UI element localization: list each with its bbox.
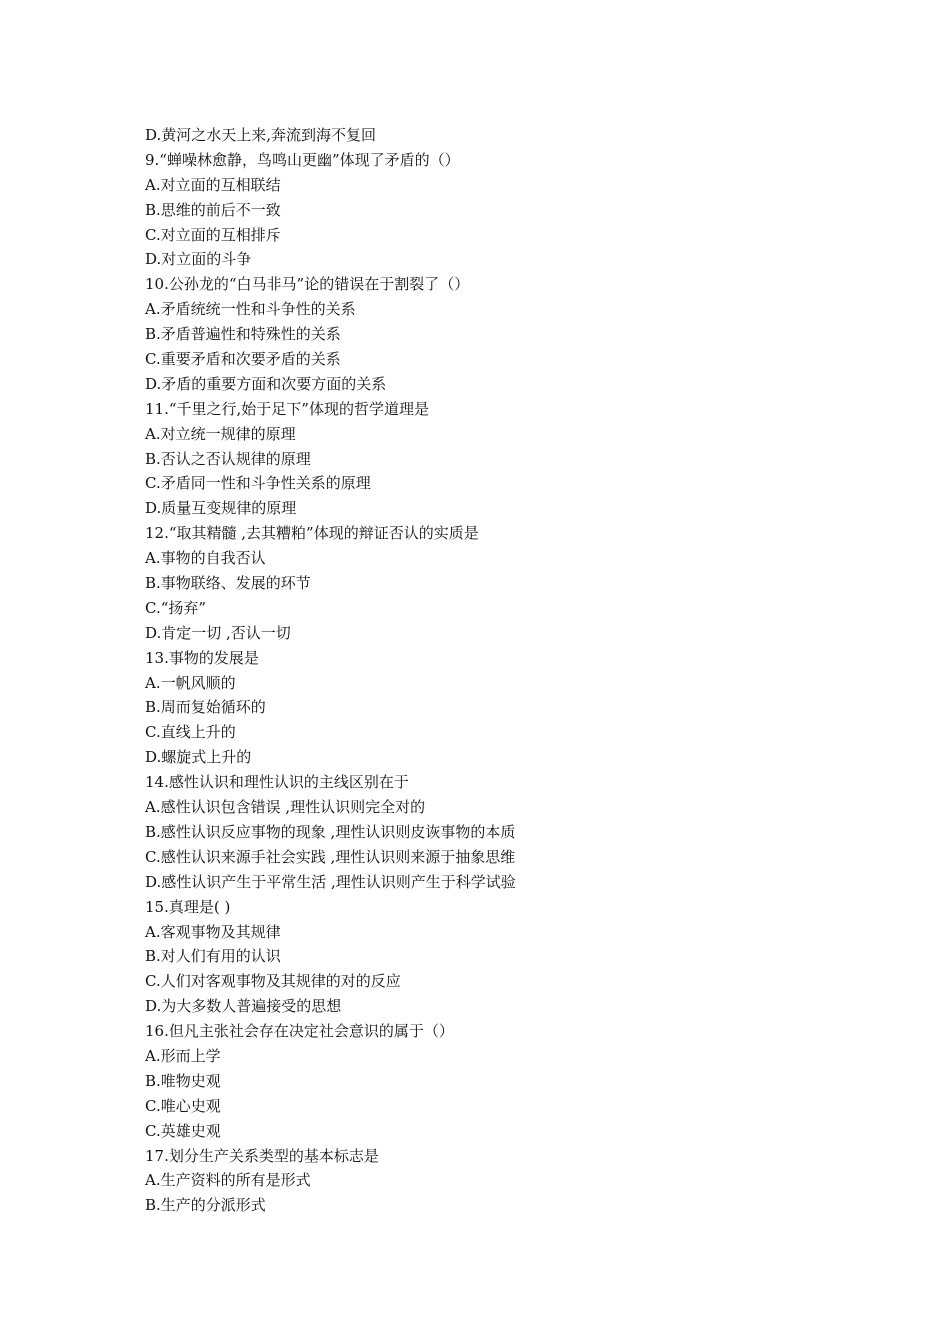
question-11: 11.“千里之行,始于足下”体现的哲学道理是 xyxy=(145,399,429,418)
document-body xyxy=(145,123,845,1218)
text-line: A.矛盾统统一性和斗争性的关系 xyxy=(145,300,356,319)
text-line: D.对立面的斗争 xyxy=(145,250,252,269)
text-line: A.形而上学 xyxy=(145,1046,221,1065)
text-line: B.事物联络、发展的环节 xyxy=(145,574,311,593)
text-line: B.否认之否认规律的原理 xyxy=(145,449,311,468)
question-17: 17.划分生产关系类型的基本标志是 xyxy=(145,1146,379,1165)
text-line: A.对立统一规律的原理 xyxy=(145,424,296,443)
text-line: D.黄河之水天上来,奔流到海不复回 xyxy=(145,126,377,144)
text-line: B.感性认识反应事物的现象 ,理性认识则皮诙事物的本质 xyxy=(145,822,516,841)
question-16: 16.但凡主张社会存在决定社会意识的属于（） xyxy=(145,1022,454,1041)
question-14: 14.感性认识和理性认识的主线区别在于 xyxy=(145,773,409,792)
text-line: A.生产资料的所有是形式 xyxy=(145,1171,311,1190)
question-10: 10.公孙龙的“白马非马”论的错误在于割裂了（） xyxy=(145,275,470,294)
text-line: B.思维的前后不一致 xyxy=(145,200,281,219)
text-line: C.英雄史观 xyxy=(145,1121,221,1140)
text-line: A.感性认识包含错误 ,理性认识则完全对的 xyxy=(145,798,426,817)
text-line: C.对立面的互相排斥 xyxy=(145,225,281,244)
text-line: A.一帆风顺的 xyxy=(145,673,236,692)
question-9: 9.“蝉噪林愈静，鸟鸣山更幽”体现了矛盾的（） xyxy=(145,150,460,169)
text-line: A.事物的自我否认 xyxy=(145,549,266,568)
question-13: 13.事物的发展是 xyxy=(145,648,259,667)
text-line: D.矛盾的重要方面和次要方面的关系 xyxy=(145,374,387,393)
question-12: 12.“取其精髓 ,去其糟粕”体现的辩证否认的实质是 xyxy=(145,524,479,543)
text-line: C.感性认识来源手社会实践 ,理性认识则来源于抽象思维 xyxy=(145,847,516,866)
text-line: B.周而复始循环的 xyxy=(145,698,266,717)
text-line: C.“扬弃” xyxy=(145,598,207,617)
text-line: A.客观事物及其规律 xyxy=(145,922,281,941)
question-15: 15.真理是( ) xyxy=(145,897,231,916)
text-line: B.矛盾普遍性和特殊性的关系 xyxy=(145,325,341,344)
text-line: C.矛盾同一性和斗争性关系的原理 xyxy=(145,474,371,493)
text-line: C.重要矛盾和次要矛盾的关系 xyxy=(145,350,341,369)
text-line: B.对人们有用的认识 xyxy=(145,947,281,966)
text-line: C.直线上升的 xyxy=(145,723,236,742)
text-line: C.人们对客观事物及其规律的对的反应 xyxy=(145,972,401,991)
text-line: C.唯心史观 xyxy=(145,1096,221,1115)
text-line: A.对立面的互相联结 xyxy=(145,175,281,194)
text-line: D.螺旋式上升的 xyxy=(145,748,252,767)
text-line: D.感性认识产生于平常生活 ,理性认识则产生于科学试验 xyxy=(145,872,516,891)
text-line: D.为大多数人普遍接受的思想 xyxy=(145,997,342,1016)
text-line: B.唯物史观 xyxy=(145,1071,221,1090)
text-line: D.肯定一切 ,否认一切 xyxy=(145,623,291,642)
text-line: D.质量互变规律的原理 xyxy=(145,499,297,518)
text-line: B.生产的分派形式 xyxy=(145,1196,266,1215)
